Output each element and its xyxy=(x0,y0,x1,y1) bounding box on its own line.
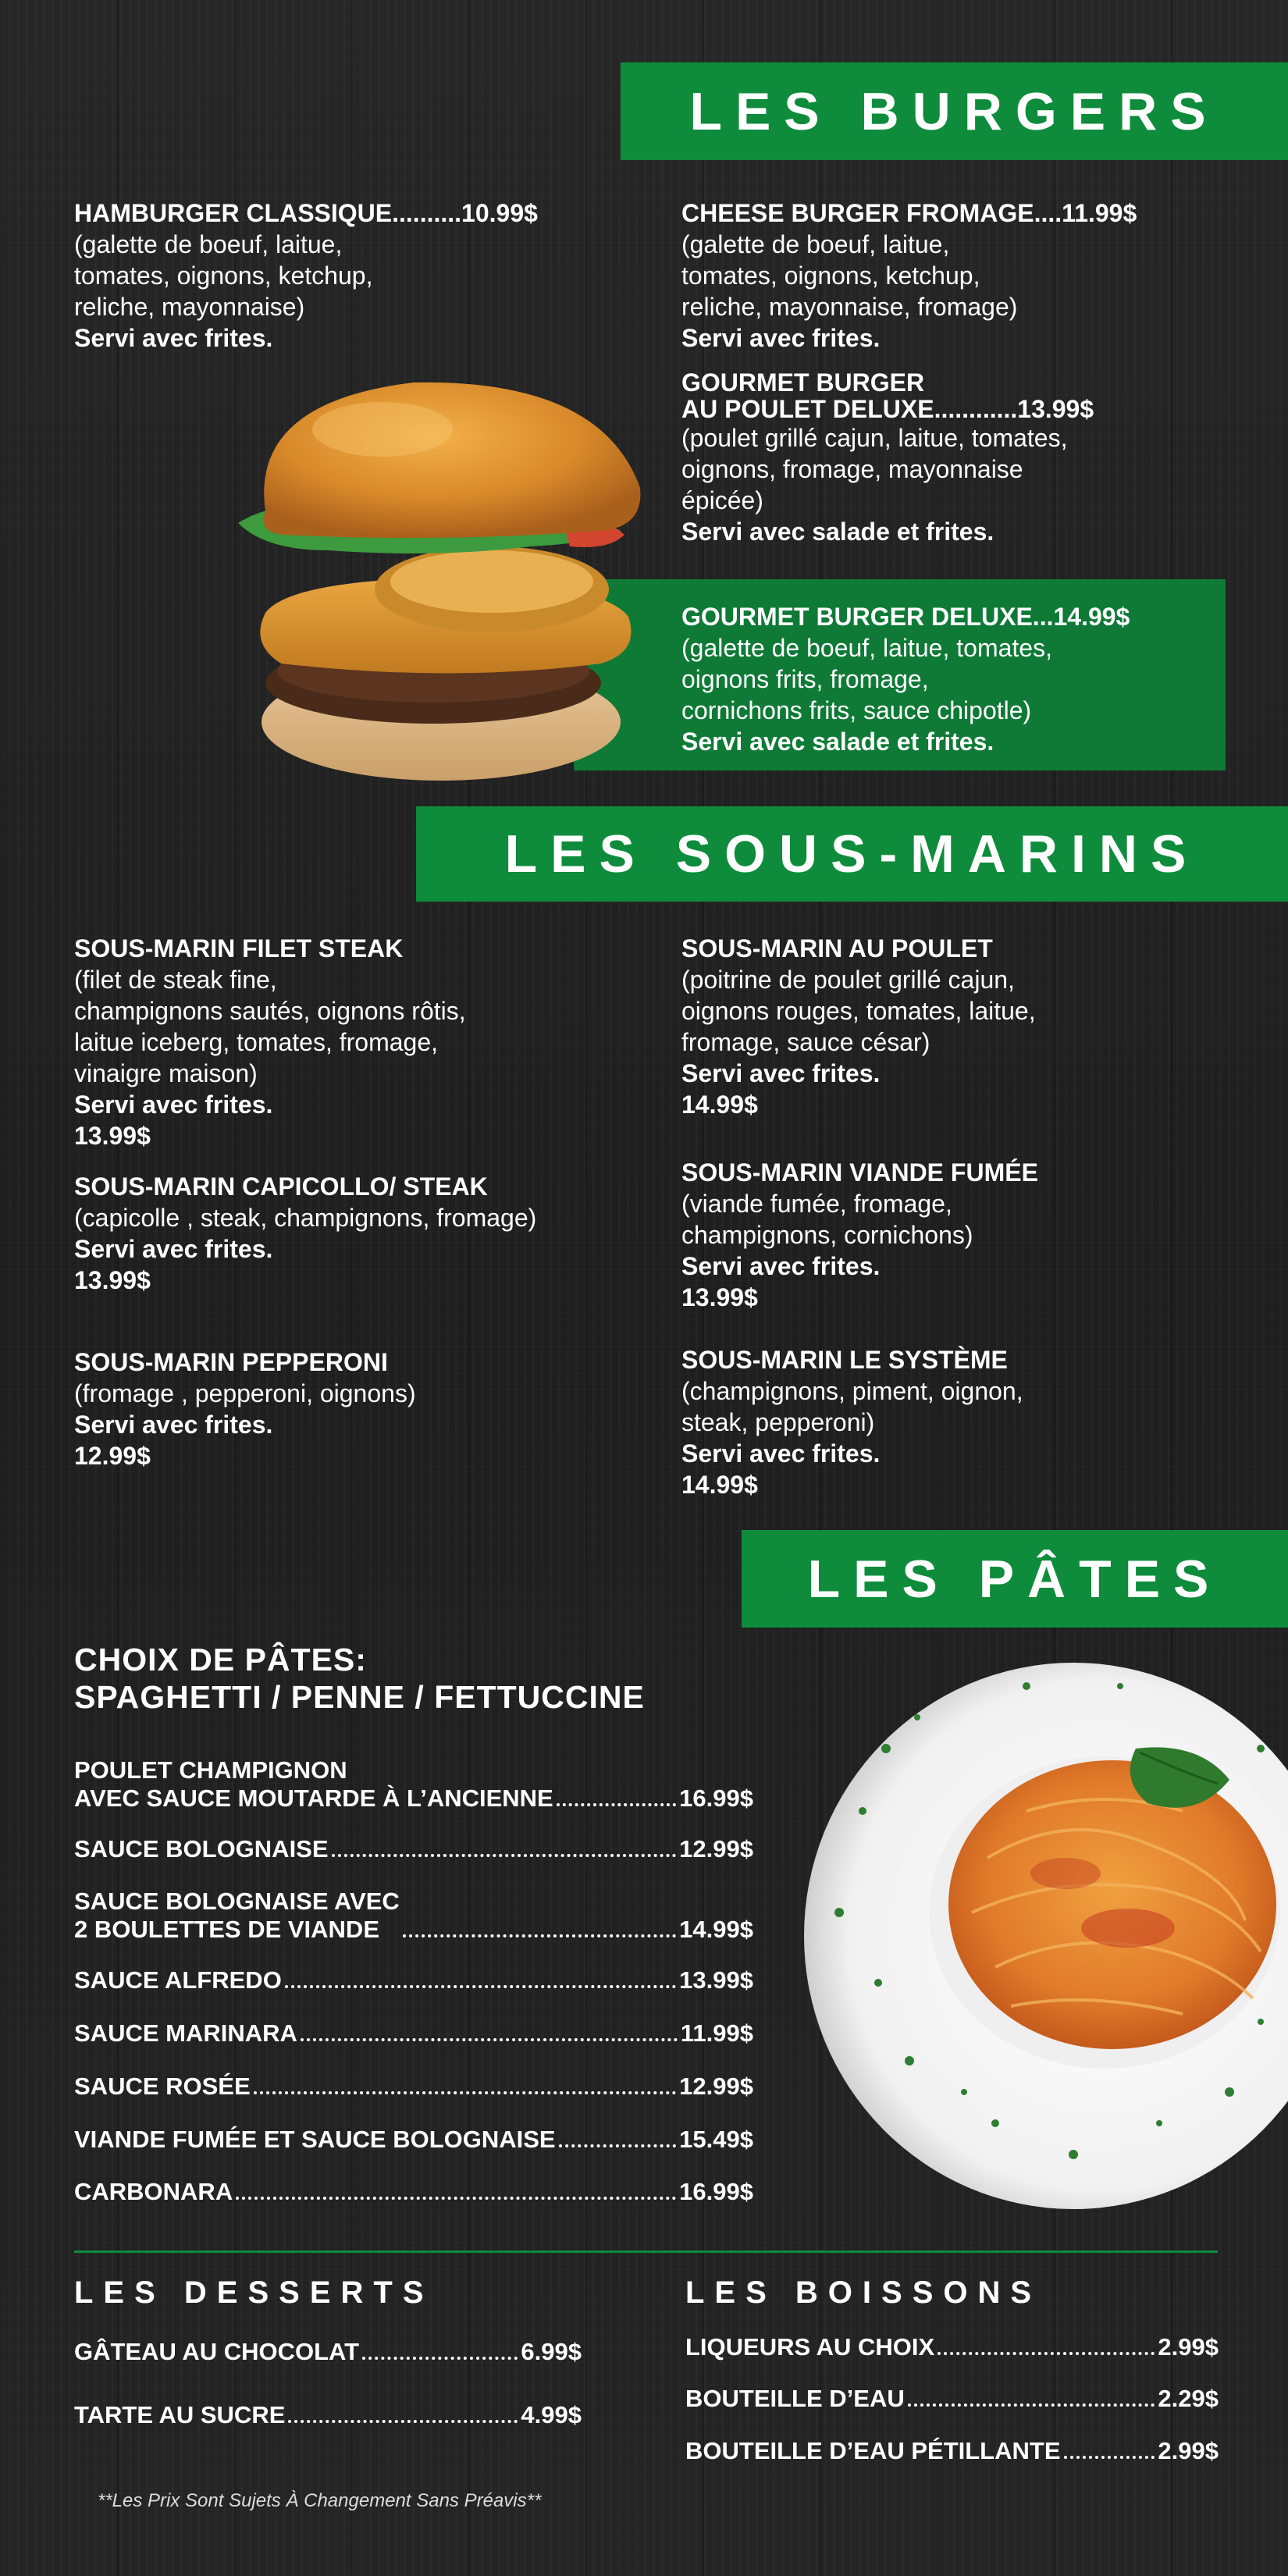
pasta-item-bolognaise-boulettes xyxy=(74,1888,753,1944)
dot-leader xyxy=(285,1985,676,1988)
item-price: 16.99$ xyxy=(679,2178,753,2205)
item-price: 13.99$ xyxy=(679,1966,753,1994)
dot-leader xyxy=(254,2091,677,2094)
item-title: SOUS-MARIN CAPICOLLO/ STEAK xyxy=(74,1172,488,1201)
item-name: SAUCE MARINARA xyxy=(74,2019,297,2047)
item-name: SAUCE ROSÉE xyxy=(74,2073,251,2100)
menu-item-sub-filet-steak xyxy=(74,933,652,1151)
pasta-choice-line-2: SPAGHETTI / PENNE / FETTUCCINE xyxy=(74,1679,645,1715)
subs-heading: LES SOUS-MARINS xyxy=(416,806,1288,902)
item-served-with: Servi avec frites. xyxy=(681,324,881,352)
burgers-heading: LES BURGERS xyxy=(621,62,1288,160)
item-description: (filet de steak fine, champignons sautés, oignons rôtis, laitue iceberg, tomates, fromage, vinaigre maison) xyxy=(74,966,466,1087)
item-price: 11.99$ xyxy=(680,2019,753,2047)
menu-item-hamburger-classique xyxy=(74,197,621,354)
item-price: 16.99$ xyxy=(679,1784,753,1812)
item-description: (galette de boeuf, laitue, tomates, oignons, ketchup, reliche, mayonnaise) xyxy=(74,230,373,321)
price-disclaimer: **Les Prix Sont Sujets À Changement Sans Préavis** xyxy=(98,2490,542,2511)
pasta-item-viande-fumee xyxy=(74,2126,753,2154)
drink-item-eau xyxy=(685,2385,1219,2413)
item-description: (viande fumée, fromage, champignons, cornichons) xyxy=(681,1190,973,1249)
item-price: 14.99$ xyxy=(681,1471,758,1499)
item-name: BOUTEILLE D’EAU xyxy=(685,2385,905,2412)
item-served-with: Servi avec frites. xyxy=(74,324,273,352)
dot-leader xyxy=(332,1854,677,1857)
item-name: LIQUEURS AU CHOIX xyxy=(685,2333,935,2361)
pasta-item-carbonara xyxy=(74,2178,753,2206)
item-price: 12.99$ xyxy=(74,1442,151,1470)
pasta-heading: LES PÂTES xyxy=(742,1530,1288,1628)
menu-item-gourmet-poulet xyxy=(681,369,1259,547)
pasta-item-marinara xyxy=(74,2019,753,2048)
item-name: SAUCE BOLOGNAISE AVEC 2 BOULETTES DE VIANDE xyxy=(74,1888,400,1943)
item-title: SOUS-MARIN AU POULET xyxy=(681,934,993,962)
item-title: GOURMET BURGER AU POULET DELUXE............13.99$ xyxy=(681,368,1094,423)
dot-leader xyxy=(301,2038,678,2041)
item-price: 4.99$ xyxy=(521,2401,582,2428)
item-title: HAMBURGER CLASSIQUE..........10.99$ xyxy=(74,199,538,227)
item-price: 13.99$ xyxy=(74,1122,151,1150)
item-price: 14.99$ xyxy=(681,1091,758,1119)
item-price: 2.99$ xyxy=(1158,2333,1219,2361)
dot-leader xyxy=(288,2420,518,2423)
item-title: SOUS-MARIN LE SYSTÈME xyxy=(681,1346,1008,1374)
section-divider xyxy=(74,2250,1218,2253)
item-description: (poitrine de poulet grillé cajun, oignons rouges, tomates, laitue, fromage, sauce césar) xyxy=(681,966,1036,1056)
item-price: 13.99$ xyxy=(681,1283,758,1311)
menu-item-sub-systeme xyxy=(681,1344,1259,1500)
drink-item-eau-petillante xyxy=(685,2437,1219,2465)
pasta-item-rosee xyxy=(74,2073,753,2101)
item-name: VIANDE FUMÉE ET SAUCE BOLOGNAISE xyxy=(74,2126,556,2153)
item-price: 2.99$ xyxy=(1158,2437,1219,2464)
pasta-photo xyxy=(792,1655,1288,2217)
item-price: 13.99$ xyxy=(74,1266,151,1294)
dot-leader xyxy=(559,2144,677,2147)
item-served-with: Servi avec frites. xyxy=(681,1439,881,1468)
menu-item-sub-pepperoni xyxy=(74,1347,652,1471)
dot-leader xyxy=(557,1803,676,1806)
dessert-item-gateau xyxy=(74,2338,582,2366)
item-name: POULET CHAMPIGNON AVEC SAUCE MOUTARDE À L’ANCIENNE xyxy=(74,1756,553,1812)
item-description: (galette de boeuf, laitue, tomates, oignons, ketchup, reliche, mayonnaise, fromage) xyxy=(681,230,1018,321)
pasta-choice-line-1: CHOIX DE PÂTES: xyxy=(74,1642,367,1678)
item-description: (champignons, piment, oignon, steak, pepperoni) xyxy=(681,1377,1023,1436)
pasta-item-alfredo xyxy=(74,1966,753,1994)
drinks-heading: LES BOISSONS xyxy=(685,2275,1042,2310)
pasta-item-bolognaise xyxy=(74,1835,753,1863)
item-price: 12.99$ xyxy=(679,1835,753,1863)
item-price: 12.99$ xyxy=(679,2073,753,2100)
item-name: SAUCE ALFREDO xyxy=(74,1966,282,1994)
dot-leader xyxy=(908,2403,1155,2407)
pasta-item-poulet-champignon xyxy=(74,1756,753,1813)
item-price: 6.99$ xyxy=(521,2338,582,2365)
item-price: 15.49$ xyxy=(679,2126,753,2153)
item-title: SOUS-MARIN PEPPERONI xyxy=(74,1348,388,1376)
burger-photo xyxy=(234,355,648,788)
item-name: CARBONARA xyxy=(74,2178,233,2205)
item-description: (poulet grillé cajun, laitue, tomates, oignons, fromage, mayonnaise épicée) xyxy=(681,424,1068,514)
dot-leader xyxy=(362,2357,518,2360)
item-title: SOUS-MARIN VIANDE FUMÉE xyxy=(681,1158,1038,1187)
item-served-with: Servi avec frites. xyxy=(681,1059,881,1087)
item-description: (galette de boeuf, laitue, tomates, oignons frits, fromage, cornichons frits, sauce chipotle) xyxy=(681,634,1052,724)
menu-item-cheese-burger xyxy=(681,197,1259,354)
item-price: 2.29$ xyxy=(1158,2385,1219,2412)
item-served-with: Servi avec frites. xyxy=(74,1235,273,1263)
menu-item-sub-viande-fumee xyxy=(681,1157,1259,1313)
item-price: 14.99$ xyxy=(679,1916,753,1943)
drink-item-liqueurs xyxy=(685,2333,1219,2361)
item-served-with: Servi avec frites. xyxy=(74,1411,273,1439)
dot-leader xyxy=(236,2197,676,2200)
item-name: SAUCE BOLOGNAISE xyxy=(74,1835,329,1863)
item-title: CHEESE BURGER FROMAGE....11.99$ xyxy=(681,199,1137,227)
item-served-with: Servi avec salade et frites. xyxy=(681,518,994,546)
item-served-with: Servi avec salade et frites. xyxy=(681,728,994,756)
item-title: SOUS-MARIN FILET STEAK xyxy=(74,934,404,962)
item-served-with: Servi avec frites. xyxy=(74,1091,273,1119)
item-name: BOUTEILLE D’EAU PÉTILLANTE xyxy=(685,2437,1061,2464)
dot-leader xyxy=(1064,2456,1155,2459)
item-name: GÂTEAU AU CHOCOLAT xyxy=(74,2338,360,2365)
menu-item-gourmet-deluxe xyxy=(681,601,1228,757)
item-title: GOURMET BURGER DELUXE...14.99$ xyxy=(681,603,1130,631)
dessert-item-tarte xyxy=(74,2401,582,2429)
item-description: (capicolle , steak, champignons, fromage) xyxy=(74,1204,537,1232)
dot-leader xyxy=(938,2352,1155,2355)
dot-leader xyxy=(403,1934,676,1937)
menu-item-sub-poulet xyxy=(681,933,1259,1120)
menu-item-sub-capicollo xyxy=(74,1171,683,1296)
item-name: TARTE AU SUCRE xyxy=(74,2401,286,2428)
item-description: (fromage , pepperoni, oignons) xyxy=(74,1379,416,1407)
desserts-heading: LES DESSERTS xyxy=(74,2275,434,2310)
item-served-with: Servi avec frites. xyxy=(681,1252,881,1280)
